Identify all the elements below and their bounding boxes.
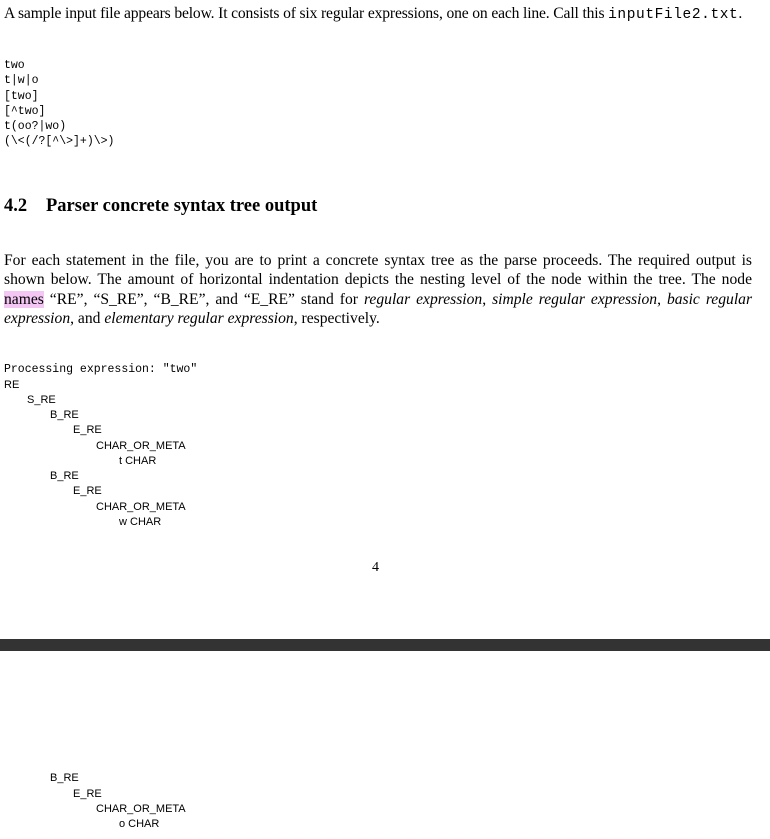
regex-line: t(oo?|wo)	[4, 120, 67, 134]
regex-line: (\<(/?[^\>]+)\>)	[4, 135, 115, 149]
tree-node-char-or-meta: CHAR_OR_META	[96, 440, 186, 452]
section-number: 4.2	[4, 196, 28, 216]
section-heading	[4, 196, 317, 217]
page-separator	[0, 639, 770, 651]
tree-node-char: o CHAR	[119, 818, 160, 830]
tree-node-s-re: S_RE	[27, 394, 56, 406]
intro-period: .	[738, 5, 743, 22]
tree-node-char-or-meta: CHAR_OR_META	[96, 501, 186, 513]
paragraph-text: “RE”, “S_RE”, “B_RE”, and “E_RE” stand for	[43, 290, 364, 308]
term-simple-regular-expression: simple regular expression	[492, 290, 658, 308]
processing-expression-line: Processing expression: "two"	[4, 363, 198, 376]
highlighted-word: names	[4, 290, 44, 308]
regex-line: [two]	[4, 89, 39, 103]
tree-node-re: RE	[4, 379, 20, 391]
tree-node-b-re: B_RE	[50, 772, 79, 784]
regex-line: [^two]	[4, 104, 46, 118]
intro-text: A sample input file appears below. It consists of six regular expressions, one on each line. Call this	[4, 5, 609, 22]
regex-line: t|w|o	[4, 74, 39, 88]
paragraph-text: , respectively.	[293, 310, 380, 328]
paragraph-text: For each statement in the file, you are to print a concrete syntax tree as the parse proceeds. The required output is shown below. The amount of horizontal indentation depicts the nesting level of the node within the tree. The node	[4, 252, 752, 289]
paragraph-text: ,	[657, 290, 667, 308]
page-5	[0, 651, 770, 839]
paragraph-text: , and	[70, 310, 105, 328]
term-basic-regular-expression: basic regular expression	[4, 290, 753, 328]
tree-node-e-re: E_RE	[73, 424, 102, 436]
tree-node-e-re: E_RE	[73, 485, 102, 497]
sample-input-file	[4, 58, 114, 150]
intro-sentence	[4, 5, 742, 23]
tree-node-b-re: B_RE	[50, 470, 79, 482]
regex-line: two	[4, 59, 25, 72]
tree-node-char: t CHAR	[119, 455, 157, 467]
term-elementary-regular-expression: elementary regular expression	[104, 310, 294, 328]
term-regular-expression: regular expression	[363, 290, 483, 308]
paragraph-text: ,	[482, 290, 493, 308]
tree-node-e-re: E_RE	[73, 788, 102, 800]
description-paragraph	[4, 251, 752, 329]
input-filename: inputFile2.txt	[608, 7, 739, 23]
tree-node-char: w CHAR	[119, 516, 162, 528]
page-number: 4	[372, 560, 379, 575]
tree-node-b-re: B_RE	[50, 409, 79, 421]
section-title: Parser concrete syntax tree output	[46, 196, 318, 216]
tree-node-char-or-meta: CHAR_OR_META	[96, 803, 186, 815]
